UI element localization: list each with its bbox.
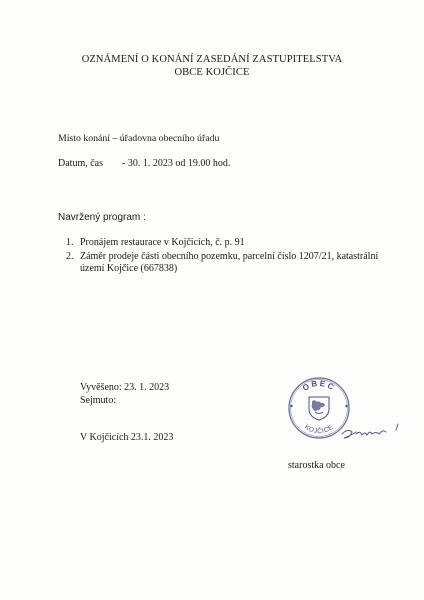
program-list	[66, 237, 386, 276]
program-item-number: 1.	[66, 237, 74, 248]
datetime-label: Datum, čas	[58, 158, 103, 169]
notice-title-line2: OBCE KOJČICE	[174, 67, 250, 78]
datetime-line	[58, 158, 231, 169]
program-item	[66, 237, 386, 250]
removed-date: Sejmuto:	[80, 395, 117, 406]
notice-title-line1: OZNÁMENÍ O KONÁNÍ ZASEDÁNÍ ZASTUPITELSTVA	[81, 54, 343, 65]
signer-role: starostka obce	[288, 460, 345, 471]
datetime-value: - 30. 1. 2023 od 19.00 hod.	[122, 158, 231, 169]
venue-value: úřadovna obecního úřadu	[119, 133, 220, 144]
program-heading: Navržený program :	[58, 212, 146, 223]
program-item-text: Pronájem restaurace v Kojčicích, č. p. 91	[80, 237, 245, 248]
program-item	[66, 251, 386, 276]
program-item-number: 2.	[66, 250, 74, 262]
posted-date: Vyvěšeno: 23. 1. 2023	[80, 382, 170, 393]
handwritten-signature-icon	[338, 420, 404, 446]
svg-text:KOJČICE	[303, 424, 335, 436]
place-and-date: V Kojčicích 23.1. 2023	[80, 432, 174, 443]
venue-line	[58, 133, 219, 144]
stamp-bottom-text: KOJČICE	[303, 423, 335, 436]
stamp-top-text: OBEC	[300, 378, 338, 393]
venue-label: Místo konání –	[58, 133, 120, 144]
program-item-text: Záměr prodeje části obecního pozemku, parcelní číslo 1207/21, katastrální území Kojčice (667838)	[80, 250, 379, 274]
